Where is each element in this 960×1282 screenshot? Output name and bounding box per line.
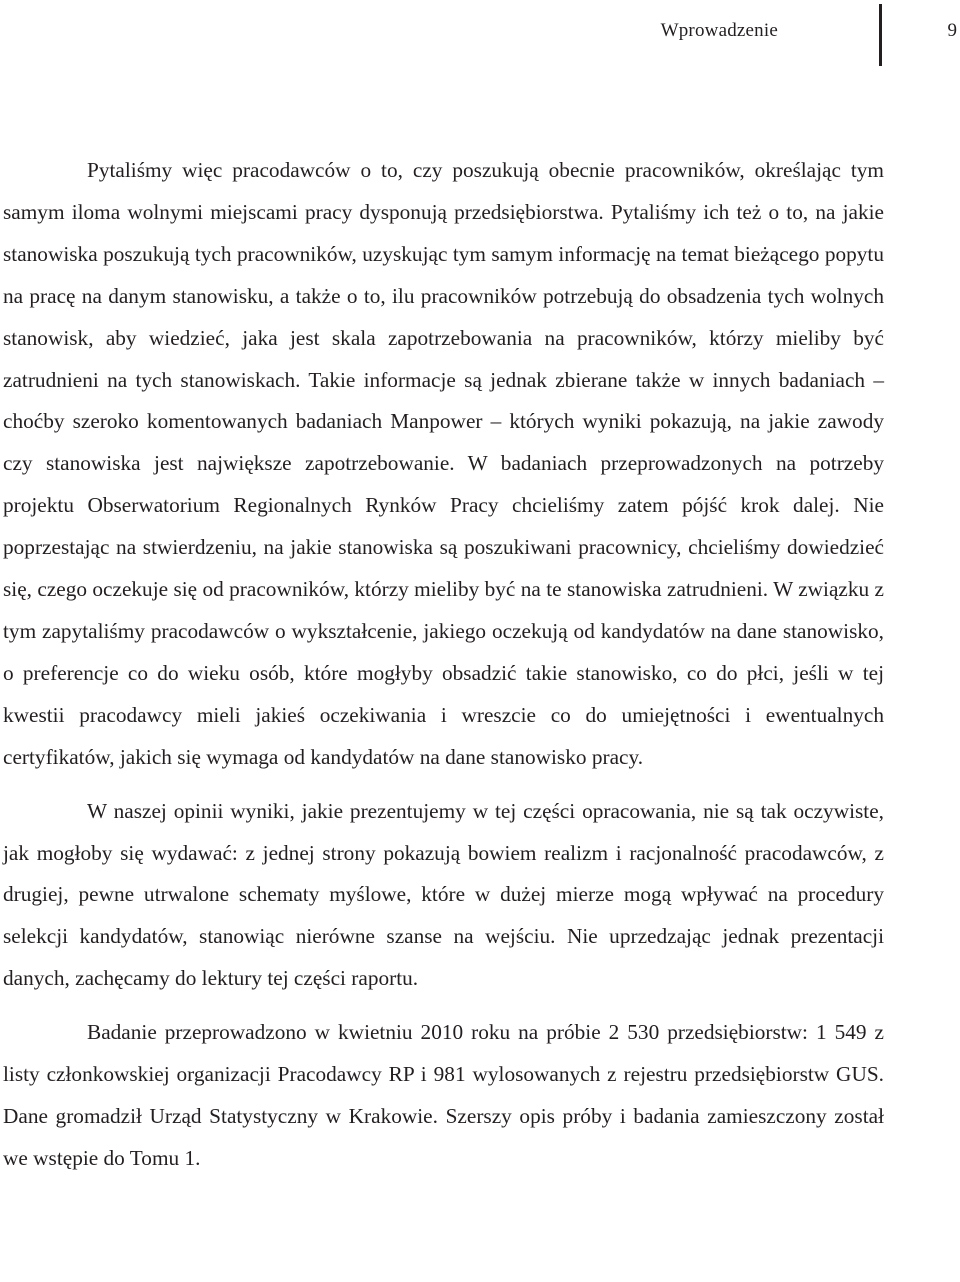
- paragraph-2: W naszej opinii wyniki, jakie prezentujemy w tej części opracowania, nie są tak oczywiste, jak mogłoby się wydawać: z jednej strony pokazują bowiem realizm i racjonalność pracodawców, z drugiej, pewne utrwalone schematy myślowe, które w dużej mierze mogą wpływać na procedury selekcji kandydatów, stanowiąc nierówne szanse na wejściu. Nie uprzedzając jednak prezentacji danych, zachęcamy do lektury tej części raportu.: [3, 798, 884, 991]
- paragraph-3: Badanie przeprowadzono w kwietniu 2010 roku na próbie 2 530 przedsiębiorstw: 1 549 z listy członkowskiej organizacji Pracodawcy RP i 981 wylosowanych z rejestru przedsiębiorstw GUS. Dane gromadził Urząd Statystyczny w Krakowie. Szerszy opis próby i badania zamieszczony został we wstępie do Tomu 1.: [3, 1020, 884, 1170]
- section-title: Wprowadzenie: [660, 20, 778, 41]
- header-divider: [879, 4, 882, 66]
- body-text: [3, 150, 884, 1180]
- paragraph-1: Pytaliśmy więc pracodawców o to, czy poszukują obecnie pracowników, określając tym samym iloma wolnymi miejscami pracy dysponują przedsiębiorstwa. Pytaliśmy ich też o to, na jakie stanowiska poszukują tych pracowników, uzyskując tym samym informację na temat bieżącego popytu na pracę na danym stanowisku, a także o to, ilu pracowników potrzebują do obsadzenia tych wolnych stanowisk, aby wiedzieć, jaka jest skala zapotrzebowania na pracowników, którzy mieliby być zatrudnieni na tych stanowiskach. Takie informacje są jednak zbierane także w innych badaniach – choćby szeroko komentowanych badaniach Manpower – których wyniki pokazują, na jakie zawody czy stanowiska jest największe zapotrzebowanie. W badaniach przeprowadzonych na potrzeby projektu Obserwatorium Regionalnych Rynków Pracy chcieliśmy zatem pójść krok dalej. Nie poprzestając na stwierdzeniu, na jakie stanowiska są poszukiwani pracownicy, chcieliśmy dowiedzieć się, czego oczekuje się od pracowników, którzy mieliby być na te stanowiska zatrudnieni. W związku z tym zapytaliśmy pracodawców o wykształcenie, jakiego oczekują od kandydatów na dane stanowisko, o preferencje co do wieku osób, które mogłyby obsadzić takie stanowisko, co do płci, jeśli w tej kwestii pracodawcy mieli jakieś oczekiwania i wreszcie co do umiejętności i ewentualnych certyfikatów, jakich się wymaga od kandydatów na dane stanowisko pracy.: [3, 158, 884, 769]
- running-header: [0, 18, 960, 48]
- page-number: 9: [947, 20, 957, 41]
